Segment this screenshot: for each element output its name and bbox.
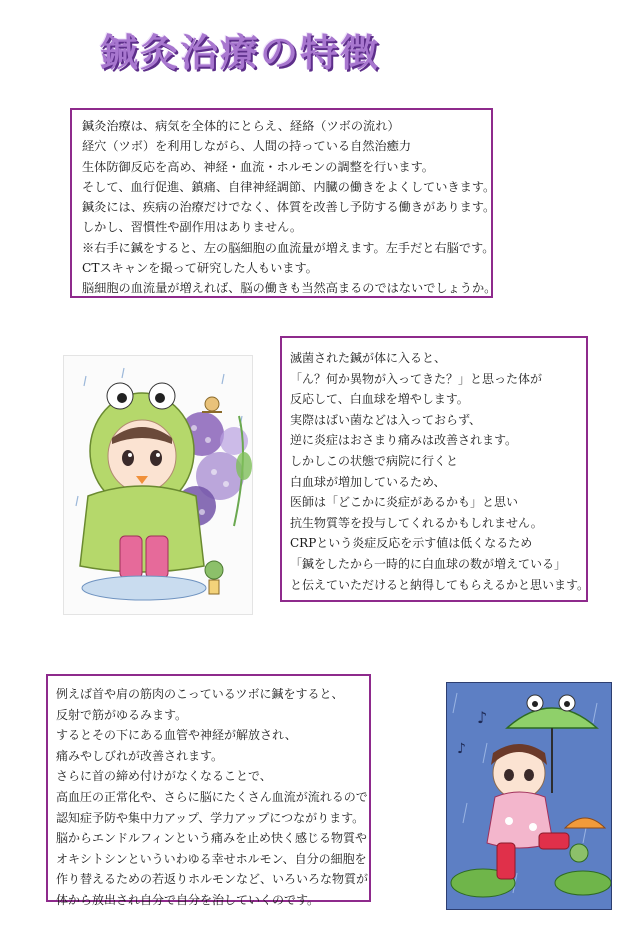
intro-line: 生体防御反応を高め、神経・血流・ホルモンの調整を行います。: [82, 159, 434, 174]
intro-line: 鍼灸治療は、病気を全体的にとらえ、経絡（ツボの流れ）: [82, 119, 400, 133]
small-frog-umbrella-icon: [565, 818, 605, 862]
body-line: 実際はばい菌などは入っておらず、: [290, 412, 482, 427]
body-line: 痛みやしびれが改善されます。: [56, 748, 224, 763]
intro-text-box: [70, 108, 497, 298]
body-line: 抗生物質等を投与してくれるかもしれません。: [290, 515, 543, 530]
intro-line: 脳細胞の血流量が増えれば、脳の働きも当然高まるのではないでしょうか。: [82, 281, 497, 296]
body-line: 滅菌された鍼が体に入ると、: [290, 351, 447, 365]
body-line: 脳からエンドルフィンという痛みを止め快く感じる物質や: [56, 831, 368, 846]
body-line: 認知症予防や集中力アップ、学力アップにつながります。: [56, 810, 365, 825]
svg-text:♪: ♪: [457, 741, 466, 757]
body-line: CRPという炎症反応を示す値は低くなるため: [290, 536, 533, 551]
page-title: 鍼灸治療の特徴: [100, 31, 381, 75]
girl-frog-raincoat-hydrangea-illustration: [63, 355, 253, 615]
snail-icon: [202, 397, 222, 412]
small-frog-icon: [205, 561, 223, 594]
svg-text:♪: ♪: [477, 708, 488, 727]
body-line: と伝えていただけると納得してもらえるかと思います。: [290, 577, 590, 592]
body-line: するとその下にある血管や神経が解放され、: [56, 728, 297, 743]
intro-line: ※右手に鍼をすると、左の脳細胞の血流量が増えます。左手だと右脳です。: [82, 240, 495, 255]
body-line: 「ん？何か異物が入ってきた？」と思った体が: [290, 371, 543, 386]
body-line: 反応して、白血球を増やします。: [290, 392, 469, 407]
body-line: 高血圧の正常化や、さらに脳にたくさん血流が流れるので: [56, 789, 368, 804]
body-line: 「鍼をしたから一時的に白血球の数が増えている」: [290, 556, 567, 571]
intro-line: CTスキャンを撮って研究した人もいます。: [82, 261, 318, 276]
body-line: 医師は「どこかに炎症があるかも」と思い: [290, 495, 519, 510]
body-line: 作り替えるための若返りホルモンなど、いろいろな物質が: [56, 872, 369, 887]
intro-line: そして、血行促進、鎮痛、自律神経調節、内臓の働きをよくしていきます。: [82, 179, 496, 194]
body-line: 逆に炎症はおさまり痛みは改善されます。: [290, 433, 518, 448]
body-line: さらに首の締め付けがなくなることで、: [56, 769, 272, 784]
neck-shoulder-text-box: [46, 674, 371, 907]
body-line: 白血球が増加しているため、: [290, 474, 446, 489]
girl-frog-umbrella-rain-illustration: [446, 682, 612, 910]
body-line: オキシトシンといういわゆる幸せホルモン、自分の細胞を: [56, 851, 367, 866]
body-line: 例えば首や肩の筋肉のこっているツボに鍼をすると、: [56, 687, 344, 701]
body-line: 体から放出され自分で自分を治していくのです。: [56, 892, 320, 907]
white-blood-cell-text-box: [280, 336, 588, 602]
intro-line: 経穴（ツボ）を利用しながら、人間の持っている自然治癒力: [82, 139, 412, 154]
intro-line: 鍼灸には、疾病の治療だけでなく、体質を改善し予防する働きがあります。: [82, 200, 496, 215]
body-line: しかしこの状態で病院に行くと: [290, 453, 459, 468]
intro-line: しかし、習慣性や副作用はありません。: [82, 220, 303, 235]
body-line: 反射で筋がゆるみます。: [56, 707, 188, 722]
